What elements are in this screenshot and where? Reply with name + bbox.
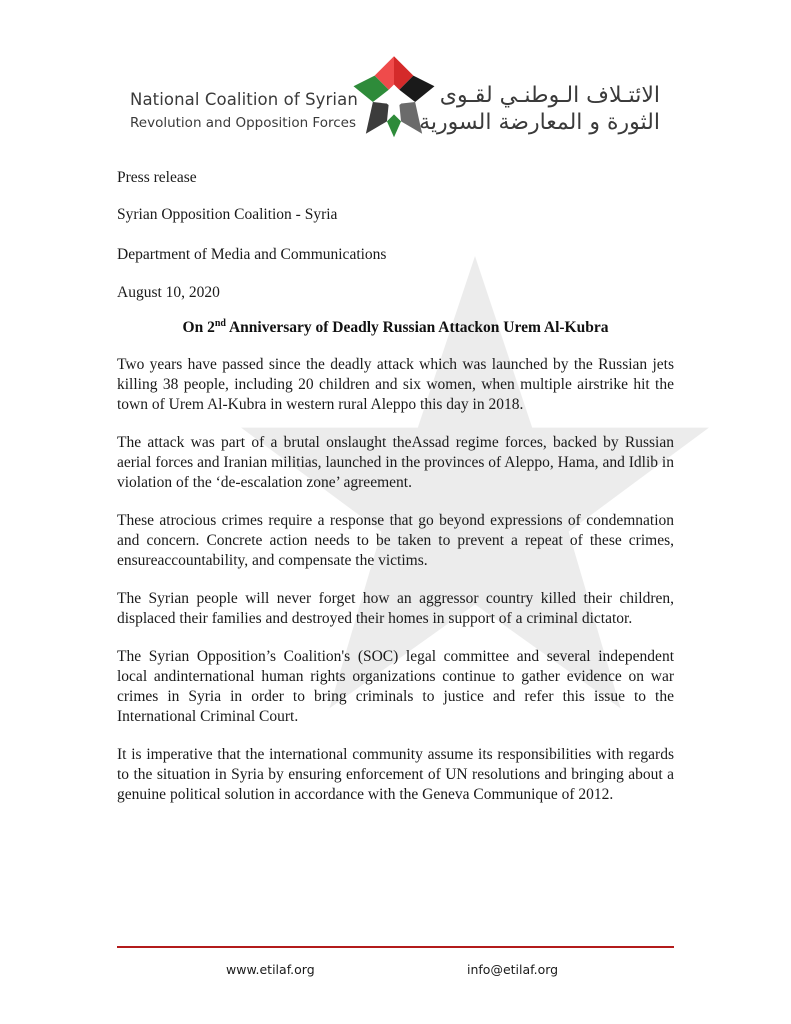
paragraph-3: These atrocious crimes require a response that go beyond expressions of condemnation and concern. Concrete action needs to be taken to prevent a repeat of these crimes, ensureaccountability, and compensate the victims. <box>117 512 674 569</box>
title-rest: Anniversary of Deadly Russian Attackon Urem Al-Kubra <box>225 319 609 336</box>
footer-website-link[interactable]: www.etilaf.org <box>226 962 315 977</box>
org-en-line2: Revolution and Opposition Forces <box>130 115 356 131</box>
paragraph-2: The attack was part of a brutal onslaught theAssad regime forces, backed by Russian aerial forces and Iranian militias, launched in the provinces of Aleppo, Hama, and Idlib in violation of the ‘de-escalation zone’ agreement. <box>117 434 674 491</box>
title-prefix: On 2 <box>182 319 215 336</box>
paragraph-5: The Syrian Opposition’s Coalition's (SOC) legal committee and several independent local andinternational human rights organizations continue to gather evidence on war crimes in Syria in order to bring criminals to justice and refer this issue to the International Criminal Court. <box>117 648 674 725</box>
org-en-line1: National Coalition of Syrian <box>130 90 358 109</box>
footer-email-link[interactable]: info@etilaf.org <box>467 962 559 977</box>
press-release-label: Press release <box>117 169 197 186</box>
paragraph-4: The Syrian people will never forget how an aggressor country killed their children, displaced their families and destroyed their homes in support of a criminal dictator. <box>117 590 674 627</box>
org-name-arabic <box>419 82 660 136</box>
org-ar-line2: الثورة و المعارضة السورية <box>419 110 660 135</box>
org-ar-line1: الائتـلاف الـوطنـي لقـوى <box>439 83 660 108</box>
paragraph-6: It is imperative that the international community assume its responsibilities with regards to the situation in Syria by ensuring enforcement of UN resolutions and bringing about a genuine political solution in accordance with the Geneva Communique of 2012. <box>117 746 674 803</box>
organization-line: Syrian Opposition Coalition - Syria <box>117 206 338 223</box>
title-superscript: nd <box>214 317 226 329</box>
date-line: August 10, 2020 <box>117 284 220 301</box>
footer-divider <box>117 946 674 948</box>
press-release-title <box>117 319 674 337</box>
press-release-body <box>117 355 674 823</box>
department-line: Department of Media and Communications <box>117 246 387 263</box>
org-name-english <box>130 88 358 134</box>
paragraph-1: Two years have passed since the deadly attack which was launched by the Russian jets killing 38 people, including 20 children and six women, when multiple airstrike hit the town of Urem Al-Kubra in western rural Aleppo this day in 2018. <box>117 356 674 413</box>
